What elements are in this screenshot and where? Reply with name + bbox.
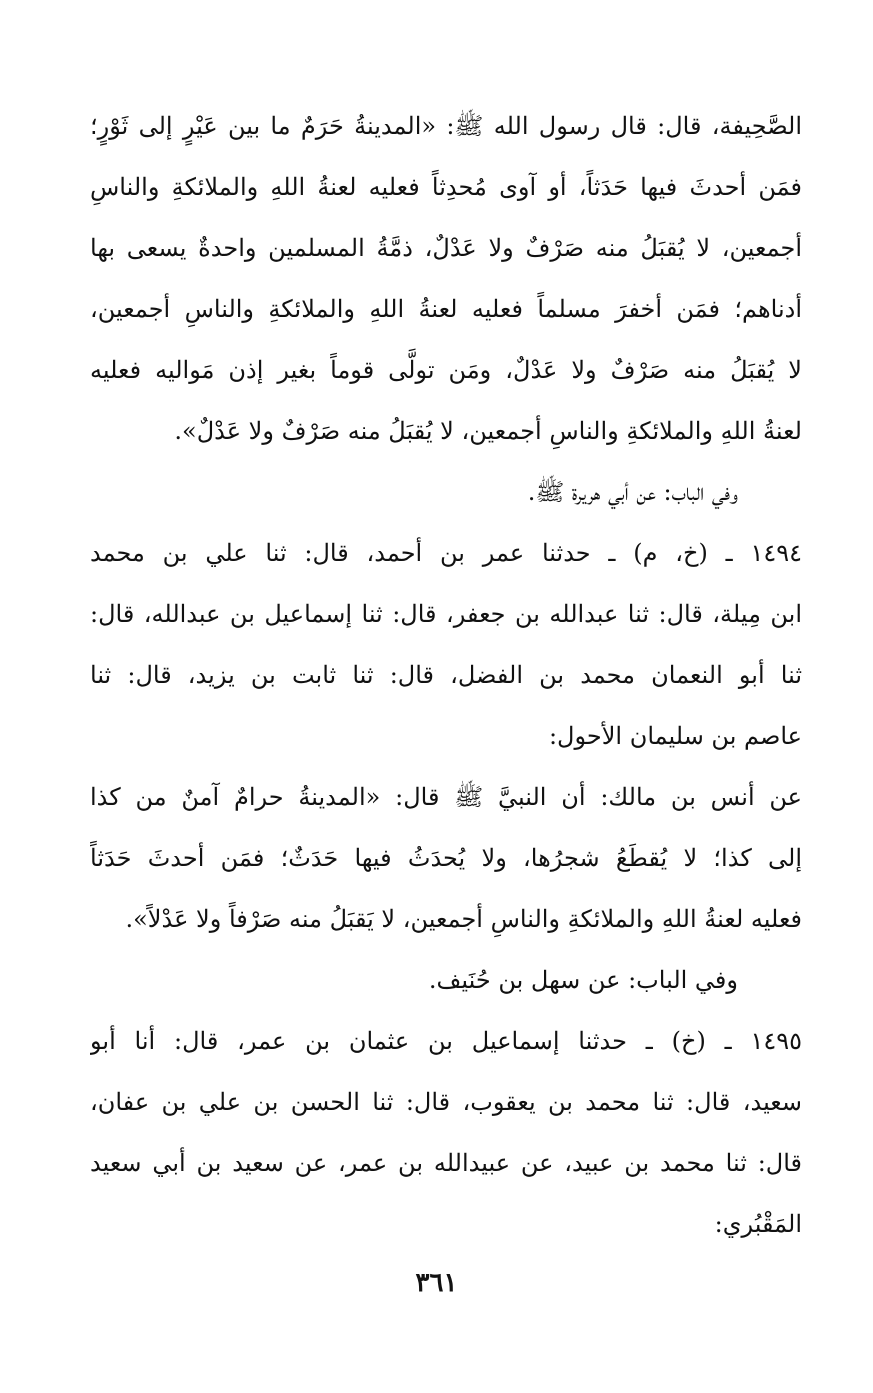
hadith-1495-line-1: ١٤٩٥ ـ (خ) ـ حدثنا إسماعيل بن عثمان بن عمر، قال: أنا أبو	[90, 1027, 802, 1055]
hadith-1494-line-3: ثنا أبو النعمان محمد بن الفضل، قال: ثنا ثابت بن يزيد، قال: ثنا	[90, 661, 802, 689]
hadith-1494-matn-line-1: عن أنس بن مالك: أن النبيَّ ﷺ قال: «المدينةُ حرامٌ آمنٌ من كذا	[90, 783, 802, 811]
text-line-5: لا يُقبَلُ منه صَرْفٌ ولا عَدْلٌ، ومَن تولَّى قوماً بغير إذن مَواليه فعليه	[90, 356, 802, 384]
text-line-1: الصَّحِيفة، قال: قال رسول الله ﷺ: «المدينةُ حَرَمٌ ما بين عَيْرٍ إلى ثَوْرٍ؛	[90, 112, 802, 140]
hadith-1494-matn-line-2: إلى كذا؛ لا يُقطَعُ شجرُها، ولا يُحدَثُ فيها حَدَثٌ؛ فمَن أحدثَ حَدَثاً	[90, 844, 802, 872]
text-line-6: لعنةُ اللهِ والملائكةِ والناسِ أجمعين، لا يُقبَلُ منه صَرْفٌ ولا عَدْلٌ».	[174, 417, 802, 445]
text-line-4: أدناهم؛ فمَن أخفرَ مسلماً فعليه لعنةُ اللهِ والملائكةِ والناسِ أجمعين،	[90, 295, 802, 323]
hadith-1495-line-2: سعيد، قال: ثنا محمد بن يعقوب، قال: ثنا الحسن بن علي بن عفان،	[90, 1088, 802, 1116]
text-line-2: فمَن أحدثَ فيها حَدَثاً، أو آوى مُحدِثاً فعليه لعنةُ اللهِ والملائكةِ والناسِ	[90, 173, 802, 201]
page-number: ٣٦١	[415, 1268, 458, 1298]
text-line-3: أجمعين، لا يُقبَلُ منه صَرْفٌ ولا عَدْلٌ، ذمَّةُ المسلمين واحدةٌ يسعى بها	[90, 234, 802, 262]
hadith-1494-matn-line-3: فعليه لعنةُ اللهِ والملائكةِ والناسِ أجمعين، لا يَقبَلُ منه صَرْفاً ولا عَدْلاً».	[125, 905, 802, 933]
text-line-7: وفي الباب: عن أبي هريرة ﷺ.	[527, 478, 738, 506]
hadith-1494-line-2: ابن مِيلة، قال: ثنا عبدالله بن جعفر، قال: ثنا إسماعيل بن عبدالله، قال:	[90, 600, 802, 628]
bab-note: وفي الباب: عن سهل بن حُنَيف.	[428, 966, 738, 994]
hadith-1495-line-3: قال: ثنا محمد بن عبيد، عن عبيدالله بن عمر، عن سعيد بن أبي سعيد	[90, 1149, 802, 1177]
document-body	[90, 96, 802, 1255]
hadith-1495-line-4: المَقْبُري:	[714, 1210, 802, 1238]
hadith-1494-line-1: ١٤٩٤ ـ (خ، م) ـ حدثنا عمر بن أحمد، قال: ثنا علي بن محمد	[90, 539, 802, 567]
hadith-1494-line-4: عاصم بن سليمان الأحول:	[548, 722, 802, 750]
